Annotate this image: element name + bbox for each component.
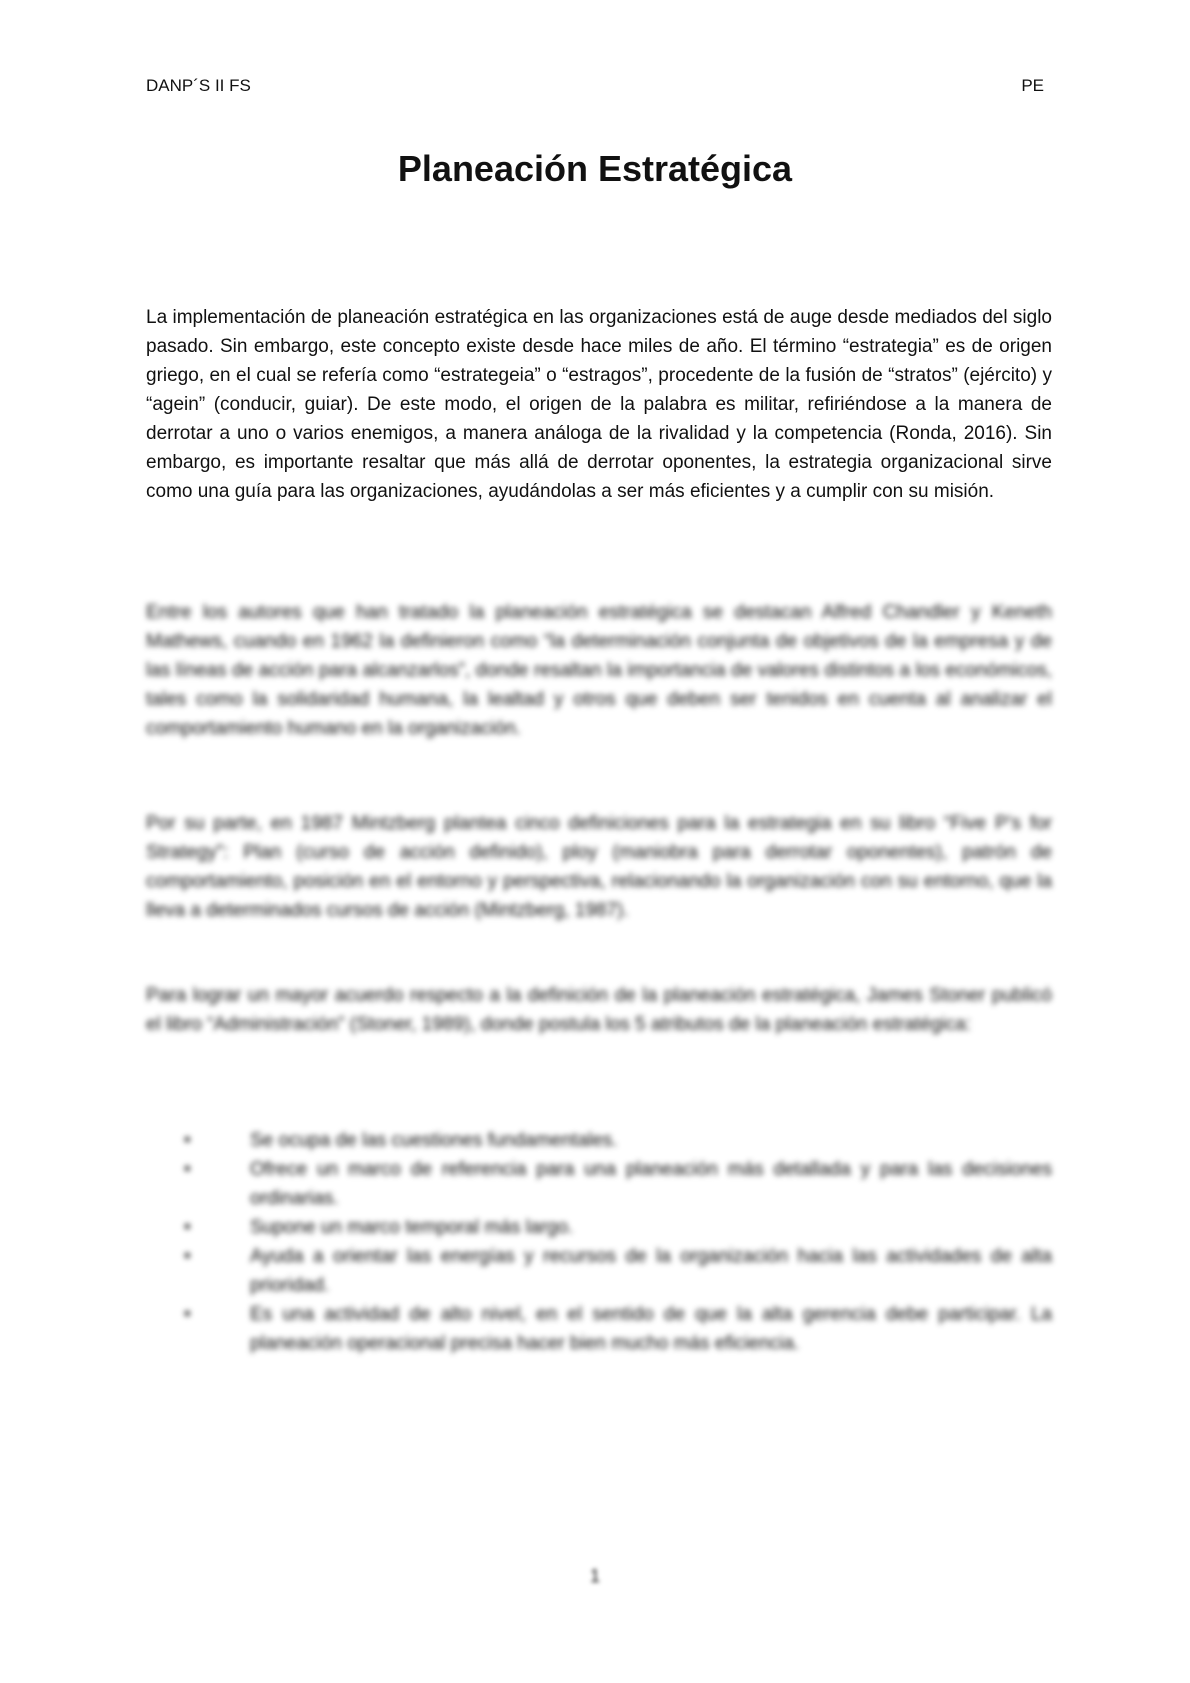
header-right-text: PE — [1021, 76, 1044, 95]
bullet-marker: • — [184, 1159, 191, 1180]
paragraph-intro: La implementación de planeación estratégica en las organizaciones está de auge desde mediados del siglo pasado. Sin embargo, este concepto existe desde hace miles de año. El término “estrategia” es de origen griego, en el cual se refería como “estrategeia” o “estragos”, procedente de la fusión de “stratos” (ejército) y “agein” (conducir, guiar). De este modo, el origen de la palabra es militar, refiriéndose a la manera de derrotar a uno o varios enemigos, a manera análoga de la rivalidad y la competencia (Ronda, 2016). Sin embargo, es importante resaltar que más allá de derrotar oponentes, la estrategia organizacional sirve como una guía para las organizaciones, ayudándolas a ser más eficientes y a cumplir con su misión. — [146, 307, 1052, 502]
header-left-text: DANP´S II FS — [146, 76, 251, 95]
list-item — [140, 1213, 1052, 1242]
list-item-text: Es una actividad de alto nivel, en el sentido de que la alta gerencia debe participar. La planeación operacional precisa hacer bien mucho más eficiencia. — [250, 1304, 1052, 1354]
bullet-marker: • — [184, 1130, 191, 1151]
bullet-marker: • — [184, 1217, 191, 1238]
paragraph-mintzberg: Por su parte, en 1987 Mintzberg plantea cinco definiciones para la estrategia en su libro “Five P’s for Strategy”: Plan (curso de acción definido), ploy (maniobra para derrotar oponentes), patrón de comportamiento, posición en el entorno y perspectiva, relacionando la organización con su entorno, que la lleva a determinados cursos de acción (Mintzberg, 1987). — [146, 813, 1052, 921]
page-number: 1 — [589, 1566, 600, 1586]
list-item-text: Supone un marco temporal más largo. — [250, 1217, 574, 1238]
blurred-content-region — [140, 602, 1060, 1396]
bullet-marker: • — [184, 1246, 191, 1267]
list-item-text: Ofrece un marco de referencia para una planeación más detallada y para las decisiones ordinarias. — [250, 1159, 1052, 1209]
paragraph-chandler: Entre los autores que han tratado la planeación estratégica se destacan Alfred Chandler y Keneth Mathews, cuando en 1962 la definieron como “la determinación conjunta de objetivos de la empresa y de las líneas de acción para alcanzarlos”, donde resaltan la importancia de valores distintos a los económicos, tales como la solidaridad humana, la lealtad y otros que deben ser tenidos en cuenta al analizar el comportamiento humano en la organización. — [146, 602, 1052, 739]
list-item-text: Ayuda a orientar las energías y recursos de la organización hacia las actividades de alta prioridad. — [250, 1246, 1052, 1296]
list-item — [140, 1300, 1052, 1358]
attributes-list — [140, 1126, 1052, 1358]
list-item — [140, 1126, 1052, 1155]
paragraph-stoner: Para lograr un mayor acuerdo respecto a la definición de la planeación estratégica, James Stoner publicó el libro “Administración” (Stoner, 1989), donde postula los 5 atributos de la planeación estratégica: — [146, 985, 1052, 1035]
document-title: Planeación Estratégica — [397, 148, 793, 189]
list-item-text: Se ocupa de las cuestiones fundamentales. — [250, 1130, 618, 1151]
bullet-marker: • — [184, 1304, 191, 1325]
list-item — [140, 1242, 1052, 1300]
list-item — [140, 1155, 1052, 1213]
